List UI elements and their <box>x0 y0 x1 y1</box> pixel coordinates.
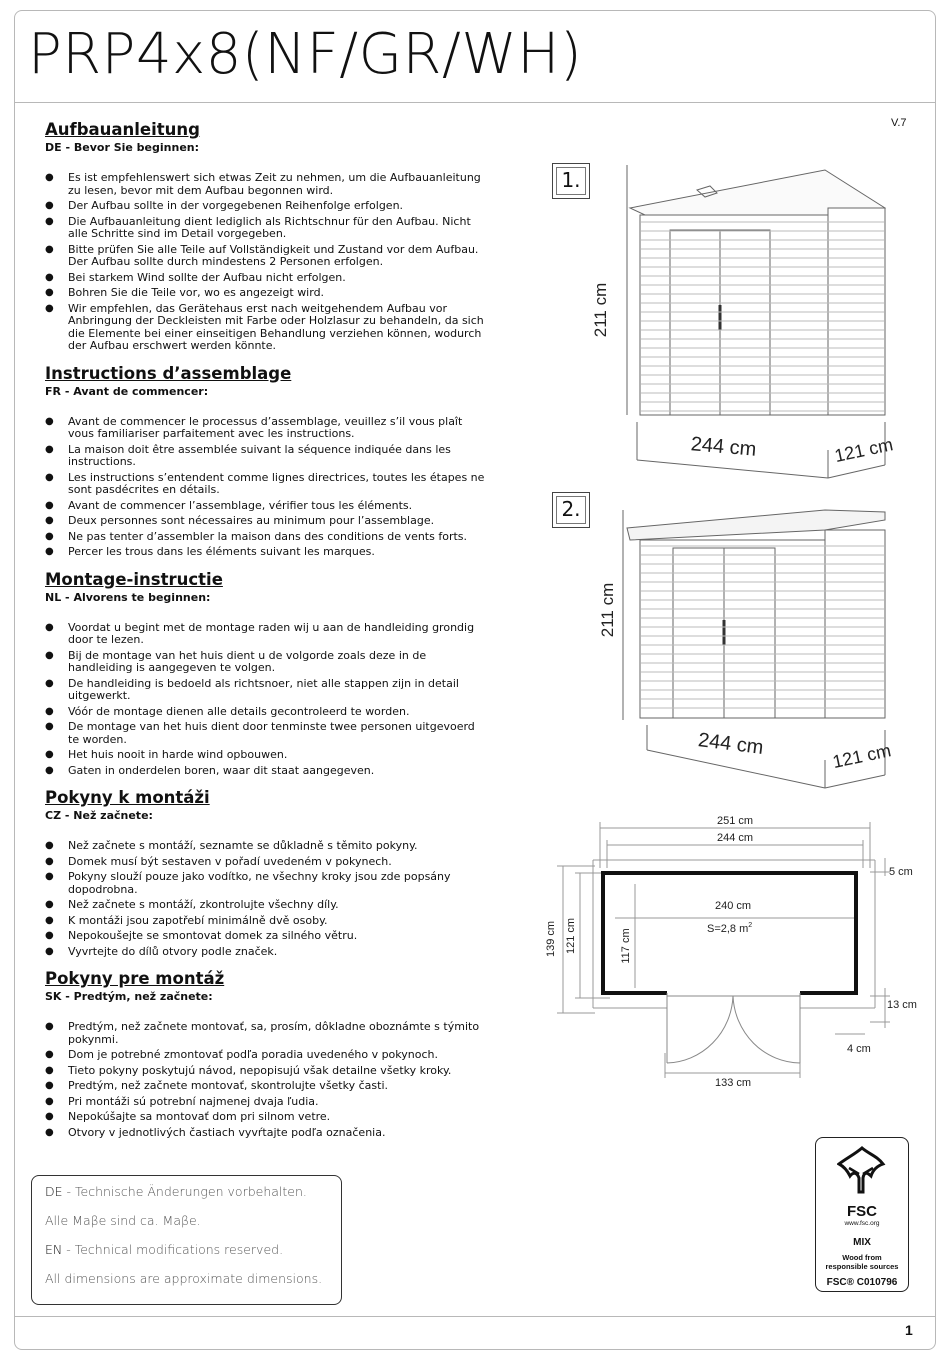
section-list <box>45 840 485 958</box>
list-item: ● Ne pas tenter d’assembler la maison dans des conditions de vents forts. <box>45 531 485 544</box>
d1-width-label: 244 cm <box>689 433 758 461</box>
note-en-text: - Technical modifications reserved. <box>62 1242 284 1257</box>
list-item: ● Es ist empfehlenswert sich etwas Zeit zu nehmen, um die Aufbauanleitung zu lesen, bevor mit dem Aufbau begonnen wird. <box>45 172 485 197</box>
list-item: ● Predtým, než začnete montovať, skontrolujte všetky časti. <box>45 1080 485 1093</box>
list-item: ● Vóór de montage dienen alle details gecontroleerd te worden. <box>45 706 485 719</box>
list-item: ● Wir empfehlen, das Gerätehaus erst nach weitgehendem Aufbau vor Anbringung der Deckleisten mit Farbe oder Holzlasur zu behandeln, da sich die Elemente bei einer einseitigen Behandlung verziehen können, wodurch der Aufbau erschwert werden könnte. <box>45 303 485 353</box>
page-title: PRP4x8(NF/GR/WH) <box>28 22 583 87</box>
plan-area <box>707 922 752 935</box>
fsc-code: FSC® C010796 <box>826 1277 898 1288</box>
list-item: ● Der Aufbau sollte in der vorgegebenen Reihenfolge erfolgen. <box>45 200 485 213</box>
note-de-text: - Technische Änderungen vorbehalten. <box>62 1184 307 1199</box>
instructions-column <box>45 119 485 1142</box>
plan-area-exponent: 2 <box>748 922 753 929</box>
section-list <box>45 1021 485 1139</box>
list-item: ● K montáži jsou zapotřebí minimálně dvě osoby. <box>45 915 485 928</box>
section-heading: Instructions d’assemblage <box>45 363 292 383</box>
list-item: ● La maison doit être assemblée suivant la séquence indiquée dans les instructions. <box>45 444 485 469</box>
list-item: ● Bij de montage van het huis dient u de volgorde zoals deze in de handleiding is aangegeven te volgen. <box>45 650 485 675</box>
section-list <box>45 622 485 778</box>
fsc-tree-icon <box>837 1144 887 1196</box>
section-subheading: DE - Bevor Sie beginnen: <box>45 141 200 154</box>
list-item: ● Tieto pokyny poskytujú návod, nepopisujú však detailne všetky kroky. <box>45 1065 485 1078</box>
fsc-badge <box>815 1137 909 1292</box>
list-item: ● Domek musí být sestaven v pořadí uvedeném v pokynech. <box>45 856 485 869</box>
note-en-code: EN <box>45 1242 63 1257</box>
plan-door-offset: 13 cm <box>887 999 917 1011</box>
plan-outer-width: 251 cm <box>716 815 754 827</box>
list-item: ● Otvory v jednotlivých častiach vyvŕtajte podľa označenia. <box>45 1127 485 1140</box>
fsc-source-2: responsible sources <box>825 1261 899 1271</box>
note-en <box>45 1243 328 1257</box>
list-item: ● Avant de commencer l’assemblage, vérifier tous les éléments. <box>45 500 485 513</box>
list-item: ● Pokyny slouží pouze jako vodítko, ne všechny kroky jsou zde popsány dopodrobna. <box>45 871 485 896</box>
section-heading: Montage-instructie <box>45 569 223 589</box>
list-item: ● Die Aufbauanleitung dient lediglich als Richtschnur für den Aufbau. Nicht alle Schritte sind im Detail vorgegeben. <box>45 216 485 241</box>
plan-wall: 5 cm <box>889 866 913 878</box>
shed-drawing-step-1 <box>585 160 910 490</box>
list-item: ● Bohren Sie die Teile vor, wo es angezeigt wird. <box>45 287 485 300</box>
section-heading: Pokyny pre montáž <box>45 969 225 988</box>
d2-width-label: 244 cm <box>696 729 765 759</box>
page-number: 1 <box>905 1322 913 1338</box>
fsc-mix: MIX <box>853 1237 871 1248</box>
list-item: ● Predtým, než začnete montovať, sa, prosím, dôkladne oboznámte s týmito pokynmi. <box>45 1021 485 1046</box>
list-item: ● Vyvrtejte do dílů otvory podle značek. <box>45 946 485 959</box>
footer-divider <box>14 1316 936 1317</box>
list-item: ● Les instructions s’entendent comme lignes directrices, toutes les étapes ne sont pasdécrites en détails. <box>45 472 485 497</box>
list-item: ● Percer les trous dans les éléments suivant les marques. <box>45 546 485 559</box>
note-de-code: DE <box>45 1184 63 1199</box>
step-2-label: 2. <box>552 492 590 528</box>
fsc-logo-text: FSC <box>847 1203 877 1220</box>
list-item: ● Nepokúšajte sa montovať dom pri silnom vetre. <box>45 1111 485 1124</box>
section-list <box>45 416 485 559</box>
section-subheading: FR - Avant de commencer: <box>45 384 209 398</box>
d2-depth-label: 121 cm <box>830 740 893 773</box>
section-heading: Aufbauanleitung <box>45 120 200 139</box>
plan-door-width: 133 cm <box>714 1077 752 1089</box>
version-label: V.7 <box>891 117 907 129</box>
d1-depth-label: 121 cm <box>832 434 895 467</box>
header-divider <box>14 102 936 103</box>
list-item: ● Dom je potrebné zmontovať podľa poradia uvedeného v pokynoch. <box>45 1049 485 1062</box>
section-list <box>45 172 485 353</box>
list-item: ● De handleiding is bedoeld als richtsnoer, niet alle stappen zijn in detail uitgewerkt. <box>45 678 485 703</box>
note-de <box>45 1185 328 1199</box>
d2-height-label: 211 cm <box>598 582 617 638</box>
d1-height-label: 211 cm <box>591 282 610 338</box>
section-subheading: SK - Predtým, než začnete: <box>45 990 213 1003</box>
plan-inner-depth: 117 cm <box>620 928 632 964</box>
list-item: ● Avant de commencer le processus d’assemblage, veuillez s’il vous plaît vous familiariser parfaitement avec les instructions. <box>45 416 485 441</box>
plan-outer-depth: 139 cm <box>545 920 557 958</box>
plan-door-gap: 4 cm <box>847 1043 871 1055</box>
list-item: ● Het huis nooit in harde wind opbouwen. <box>45 749 485 762</box>
step-1-label: 1. <box>552 163 590 199</box>
section-heading: Pokyny k montáži <box>45 788 210 807</box>
plan-inner-width: 240 cm <box>714 900 752 912</box>
note-en-dims: All dimensions are approximate dimensions. <box>45 1271 323 1286</box>
list-item: ● Bitte prüfen Sie alle Teile auf Vollständigkeit und Zustand vor dem Aufbau. Der Aufbau sollte durch mindestens 2 Personen erfolgen. <box>45 244 485 269</box>
section-subheading: NL - Alvorens te beginnen: <box>45 590 211 604</box>
plan-depth: 121 cm <box>565 917 577 955</box>
plan-area-value: S=2,8 m <box>707 923 749 935</box>
list-item: ● Voordat u begint met de montage raden wij u aan de handleiding grondig door te lezen. <box>45 622 485 647</box>
fsc-url: www.fsc.org <box>844 1220 880 1227</box>
fsc-source-1: Wood from <box>842 1253 882 1262</box>
list-item: ● Gaten in onderdelen boren, waar dit staat aangegeven. <box>45 765 485 778</box>
list-item: ● Pri montáži sú potrební najmenej dvaja ľudia. <box>45 1096 485 1109</box>
list-item: ● Bei starkem Wind sollte der Aufbau nicht erfolgen. <box>45 272 485 285</box>
list-item: ● Deux personnes sont nécessaires au minimum pour l’assemblage. <box>45 515 485 528</box>
list-item: ● Než začnete s montáží, seznamte se důkladně s těmito pokyny. <box>45 840 485 853</box>
shed-drawing-step-2 <box>585 500 910 800</box>
list-item: ● De montage van het huis dient door tenminste twee personen uitgevoerd te worden. <box>45 721 485 746</box>
list-item: ● Než začnete s montáží, zkontrolujte všechny díly. <box>45 899 485 912</box>
list-item: ● Nepokoušejte se smontovat domek za silného větru. <box>45 930 485 943</box>
note-de-dims: Alle Maβe sind ca. Maβe. <box>45 1213 201 1228</box>
notes-box <box>31 1175 342 1305</box>
floor-plan <box>535 808 930 1098</box>
plan-width: 244 cm <box>716 832 754 844</box>
section-subheading: CZ - Než začnete: <box>45 809 153 822</box>
